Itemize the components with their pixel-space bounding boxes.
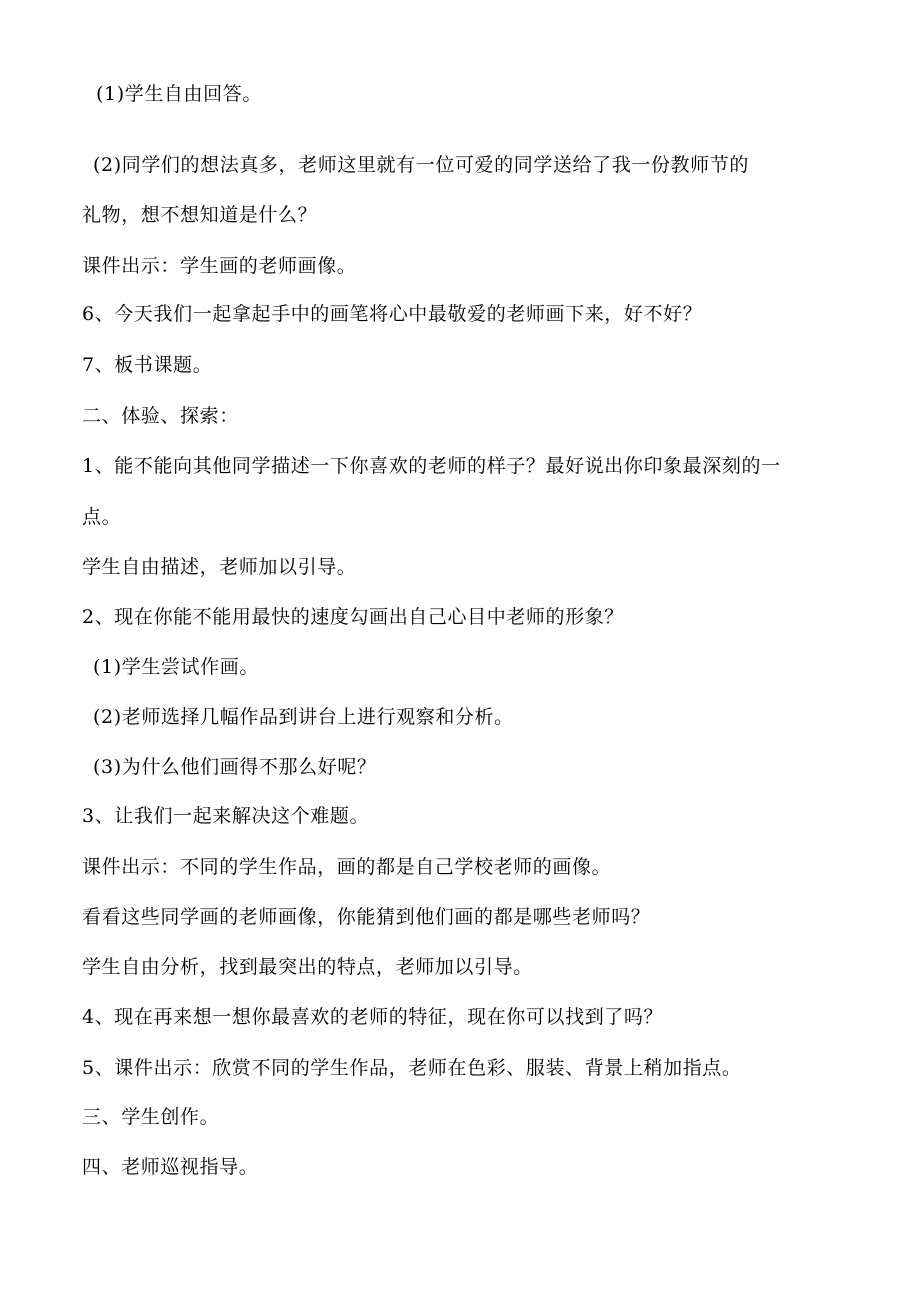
text-line-16: 课件出示：不同的学生作品，画的都是自己学校老师的画像。 — [82, 856, 612, 878]
text-line-11: 2、现在你能不能用最快的速度勾画出自己心目中老师的形象？ — [82, 606, 624, 628]
text-line-13: (2)老师选择几幅作品到讲台上进行观察和分析。 — [93, 706, 514, 728]
text-line-3: 礼物，想不想知道是什么？ — [82, 204, 318, 226]
text-line-17: 看看这些同学画的老师画像，你能猜到他们画的都是哪些老师吗？ — [82, 906, 651, 928]
text-line-14: (3)为什么他们画得不那么好呢？ — [93, 756, 377, 778]
text-line-6: 7、板书课题。 — [82, 354, 213, 376]
text-line-12: (1)学生尝试作画。 — [93, 656, 259, 678]
text-line-20: 5、课件出示：欣赏不同的学生作品，老师在色彩、服装、背景上稍加指点。 — [82, 1057, 742, 1079]
text-line-9: 点。 — [82, 506, 122, 528]
text-line-1: (1)学生自由回答。 — [96, 83, 262, 105]
text-line-18: 学生自由分析，找到最突出的特点，老师加以引导。 — [82, 956, 533, 978]
text-line-5: 6、今天我们一起拿起手中的画笔将心中最敬爱的老师画下来，好不好？ — [82, 303, 703, 325]
text-line-15: 3、让我们一起来解决这个难题。 — [82, 805, 370, 827]
text-line-8: 1、能不能向其他同学描述一下你喜欢的老师的样子？最好说出你印象最深刻的一 — [82, 455, 781, 477]
section-heading-2: 二、体验、探索： — [82, 405, 239, 427]
section-heading-3: 三、学生创作。 — [82, 1106, 220, 1128]
text-line-10: 学生自由描述，老师加以引导。 — [82, 556, 357, 578]
text-line-19: 4、现在再来想一想你最喜欢的老师的特征，现在你可以找到了吗？ — [82, 1006, 664, 1028]
section-heading-4: 四、老师巡视指导。 — [82, 1156, 259, 1178]
text-line-4: 课件出示：学生画的老师画像。 — [82, 255, 357, 277]
text-line-2: (2)同学们的想法真多，老师这里就有一位可爱的同学送给了我一份教师节的 — [93, 154, 749, 176]
